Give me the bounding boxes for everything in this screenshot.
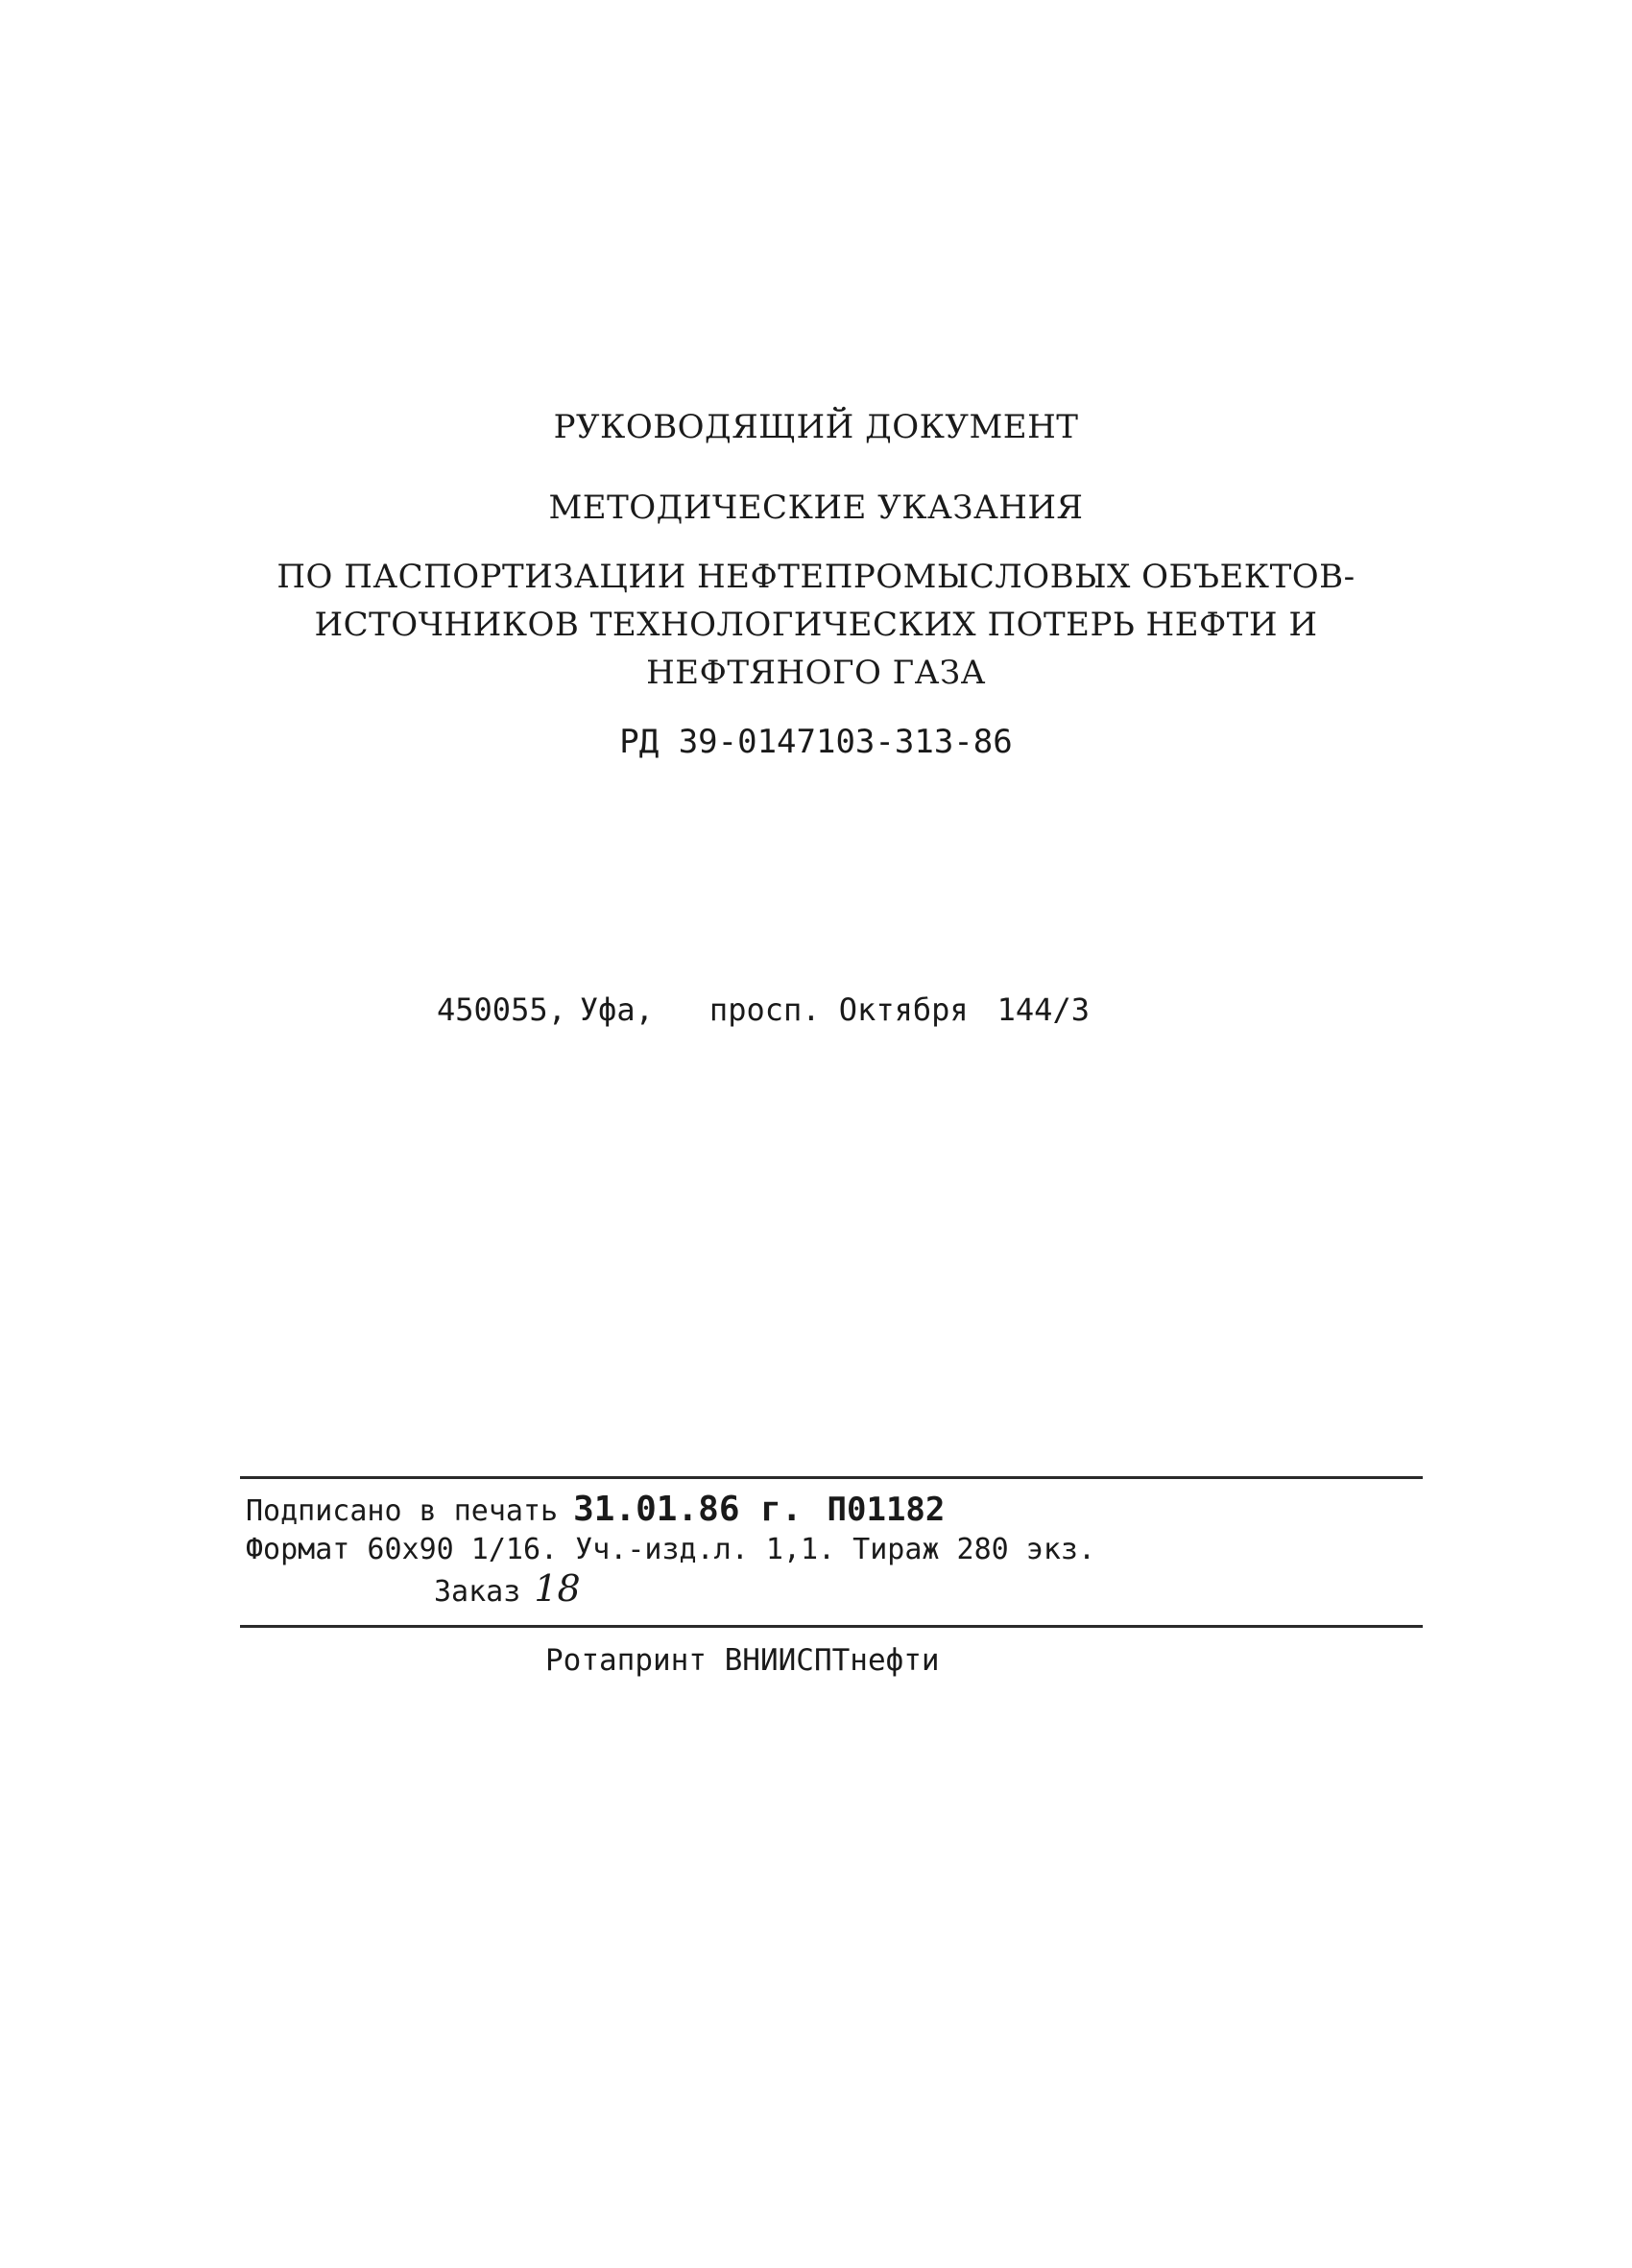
signed-date: 31.01.86 г.	[573, 1490, 803, 1529]
document-title-line-2: ИСТОЧНИКОВ ТЕХНОЛОГИЧЕСКИХ ПОТЕРЬ НЕФТИ И	[314, 606, 1318, 644]
title-block	[0, 403, 1632, 766]
format-line: Формат 60х90 1/16. Уч.-изд.л. 1,1. Тираж 280 экз.	[246, 1533, 1096, 1566]
order-number: 18	[534, 1567, 581, 1610]
document-title-line-1: ПО ПАСПОРТИЗАЦИИ НЕФТЕПРОМЫСЛОВЫХ ОБЪЕКТОВ-	[276, 558, 1356, 596]
signed-line	[246, 1491, 1419, 1531]
document-subtitle: МЕТОДИЧЕСКИЕ УКАЗАНИЯ	[548, 489, 1084, 527]
order-label: Заказ	[434, 1575, 521, 1609]
imprint-block	[240, 1476, 1423, 1628]
document-title-line-3: НЕФТЯНОГО ГАЗА	[646, 654, 986, 692]
printing-house: Ротапринт ВНИИСПТнефти	[545, 1643, 940, 1678]
address-street: просп. Октября	[708, 991, 969, 1028]
document-type: РУКОВОДЯЩИЙ ДОКУМЕНТ	[553, 408, 1079, 446]
signed-label: Подписано в печать	[246, 1494, 559, 1528]
address-building: 144/3	[996, 991, 1090, 1028]
signed-code: П01182	[827, 1491, 946, 1529]
address-postcode: 450055,	[437, 991, 566, 1028]
document-code: РД 39-0147103-313-86	[619, 723, 1013, 761]
order-line	[246, 1569, 1419, 1611]
imprint-bottom-rule	[240, 1625, 1423, 1628]
address-city: Уфа,	[579, 991, 654, 1028]
publisher-address	[437, 989, 1090, 1031]
